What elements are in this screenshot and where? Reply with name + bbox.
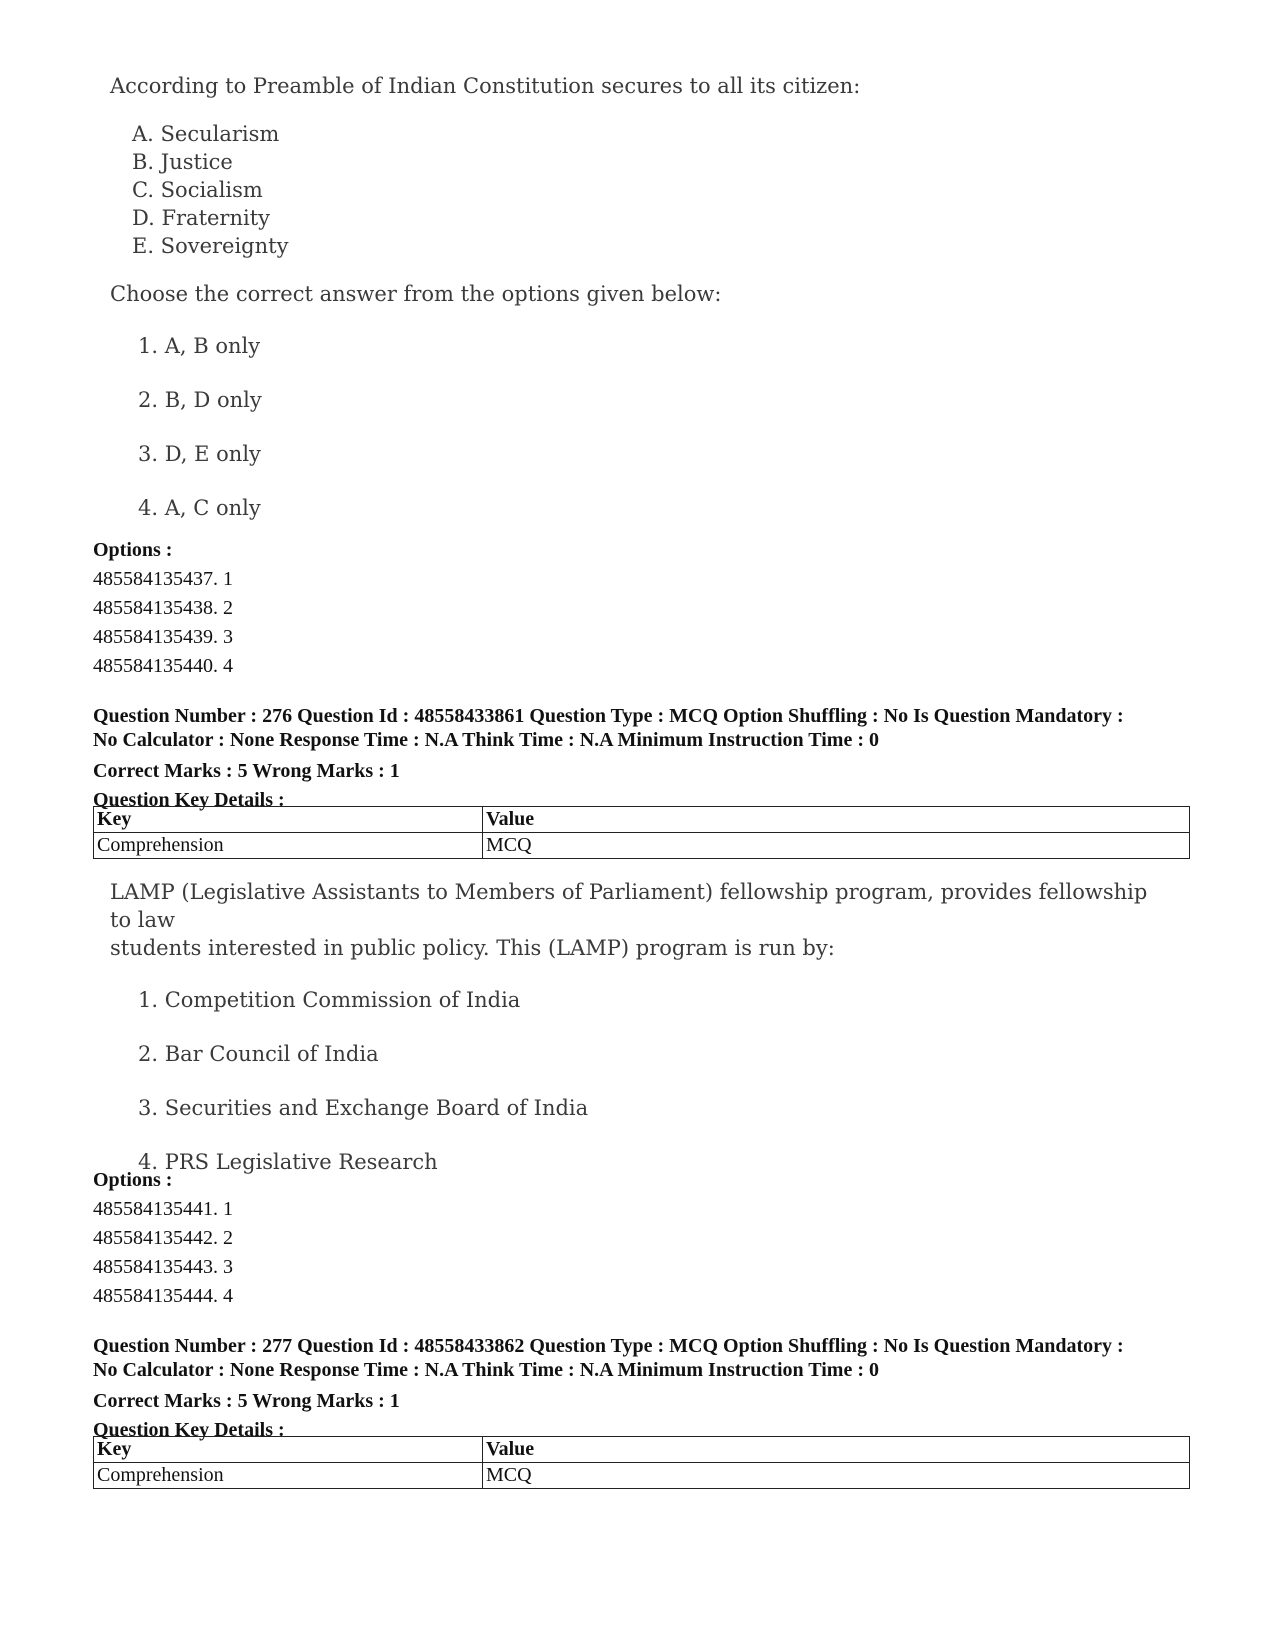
meta-line: Question Number : 277 Question Id : 48558433862 Question Type : MCQ Option Shuffling : No Is Question Mandatory : xyxy=(93,1335,1124,1357)
statement-item: C. Socialism xyxy=(132,178,263,202)
option-item: 485584135437. 1 xyxy=(93,568,233,590)
answer-item: 3. D, E only xyxy=(138,442,261,466)
question-275-image xyxy=(110,72,1110,548)
options-title: Options : xyxy=(93,539,173,561)
answer-list xyxy=(138,986,1170,1202)
table-header-key: Key xyxy=(94,807,483,833)
option-item: 485584135444. 4 xyxy=(93,1285,233,1307)
table-row xyxy=(94,1463,1190,1489)
question-276-meta xyxy=(93,704,1193,815)
table-header-value: Value xyxy=(483,807,1190,833)
table-header-key: Key xyxy=(94,1437,483,1463)
table-row xyxy=(94,833,1190,859)
option-item: 485584135441. 1 xyxy=(93,1198,233,1220)
table-header-value: Value xyxy=(483,1437,1190,1463)
answer-item: 4. A, C only xyxy=(138,496,261,520)
statement-item: D. Fraternity xyxy=(132,206,271,230)
table-cell-key: Comprehension xyxy=(94,1463,483,1489)
statement-item: E. Sovereignty xyxy=(132,234,289,258)
option-item: 485584135438. 2 xyxy=(93,597,233,619)
table-header-row xyxy=(94,807,1190,833)
options-block-276 xyxy=(93,1166,233,1311)
meta-line: No Calculator : None Response Time : N.A Think Time : N.A Minimum Instruction Time : 0 xyxy=(93,729,879,751)
key-details-label: Question Key Details : xyxy=(93,1419,285,1441)
option-item: 485584135443. 3 xyxy=(93,1256,233,1278)
question-277-meta xyxy=(93,1334,1193,1445)
question-277-key-table xyxy=(93,1436,1190,1489)
table-cell-value: MCQ xyxy=(483,833,1190,859)
table-cell-key: Comprehension xyxy=(94,833,483,859)
question-stem-line: LAMP (Legislative Assistants to Members of Parliament) fellowship program, provides fellowship to law xyxy=(110,880,1148,932)
answer-item: 2. B, D only xyxy=(138,388,262,412)
answer-item: 4. PRS Legislative Research xyxy=(138,1150,438,1174)
table-header-row xyxy=(94,1437,1190,1463)
table-cell-value: MCQ xyxy=(483,1463,1190,1489)
question-stem: According to Preamble of Indian Constitution secures to all its citizen: xyxy=(110,74,861,98)
marks-line: Correct Marks : 5 Wrong Marks : 1 xyxy=(93,1390,400,1412)
answer-list xyxy=(138,332,1110,548)
question-stem-line: students interested in public policy. This (LAMP) program is run by: xyxy=(110,936,835,960)
marks-line: Correct Marks : 5 Wrong Marks : 1 xyxy=(93,760,400,782)
meta-line: No Calculator : None Response Time : N.A Think Time : N.A Minimum Instruction Time : 0 xyxy=(93,1359,879,1381)
answer-item: 1. Competition Commission of India xyxy=(138,988,521,1012)
meta-line: Question Number : 276 Question Id : 48558433861 Question Type : MCQ Option Shuffling : No Is Question Mandatory : xyxy=(93,705,1124,727)
question-276-key-table xyxy=(93,806,1190,859)
option-item: 485584135439. 3 xyxy=(93,626,233,648)
answer-item: 2. Bar Council of India xyxy=(138,1042,379,1066)
option-item: 485584135442. 2 xyxy=(93,1227,233,1249)
options-title: Options : xyxy=(93,1169,173,1191)
statement-item: B. Justice xyxy=(132,150,233,174)
option-item: 485584135440. 4 xyxy=(93,655,233,677)
question-276-image xyxy=(110,878,1170,1202)
statement-list xyxy=(132,120,1110,260)
answer-item: 1. A, B only xyxy=(138,334,261,358)
question-instruction: Choose the correct answer from the options given below: xyxy=(110,282,722,306)
statement-item: A. Secularism xyxy=(132,122,280,146)
options-block-275 xyxy=(93,536,233,681)
key-details-label: Question Key Details : xyxy=(93,789,285,811)
answer-item: 3. Securities and Exchange Board of India xyxy=(138,1096,589,1120)
